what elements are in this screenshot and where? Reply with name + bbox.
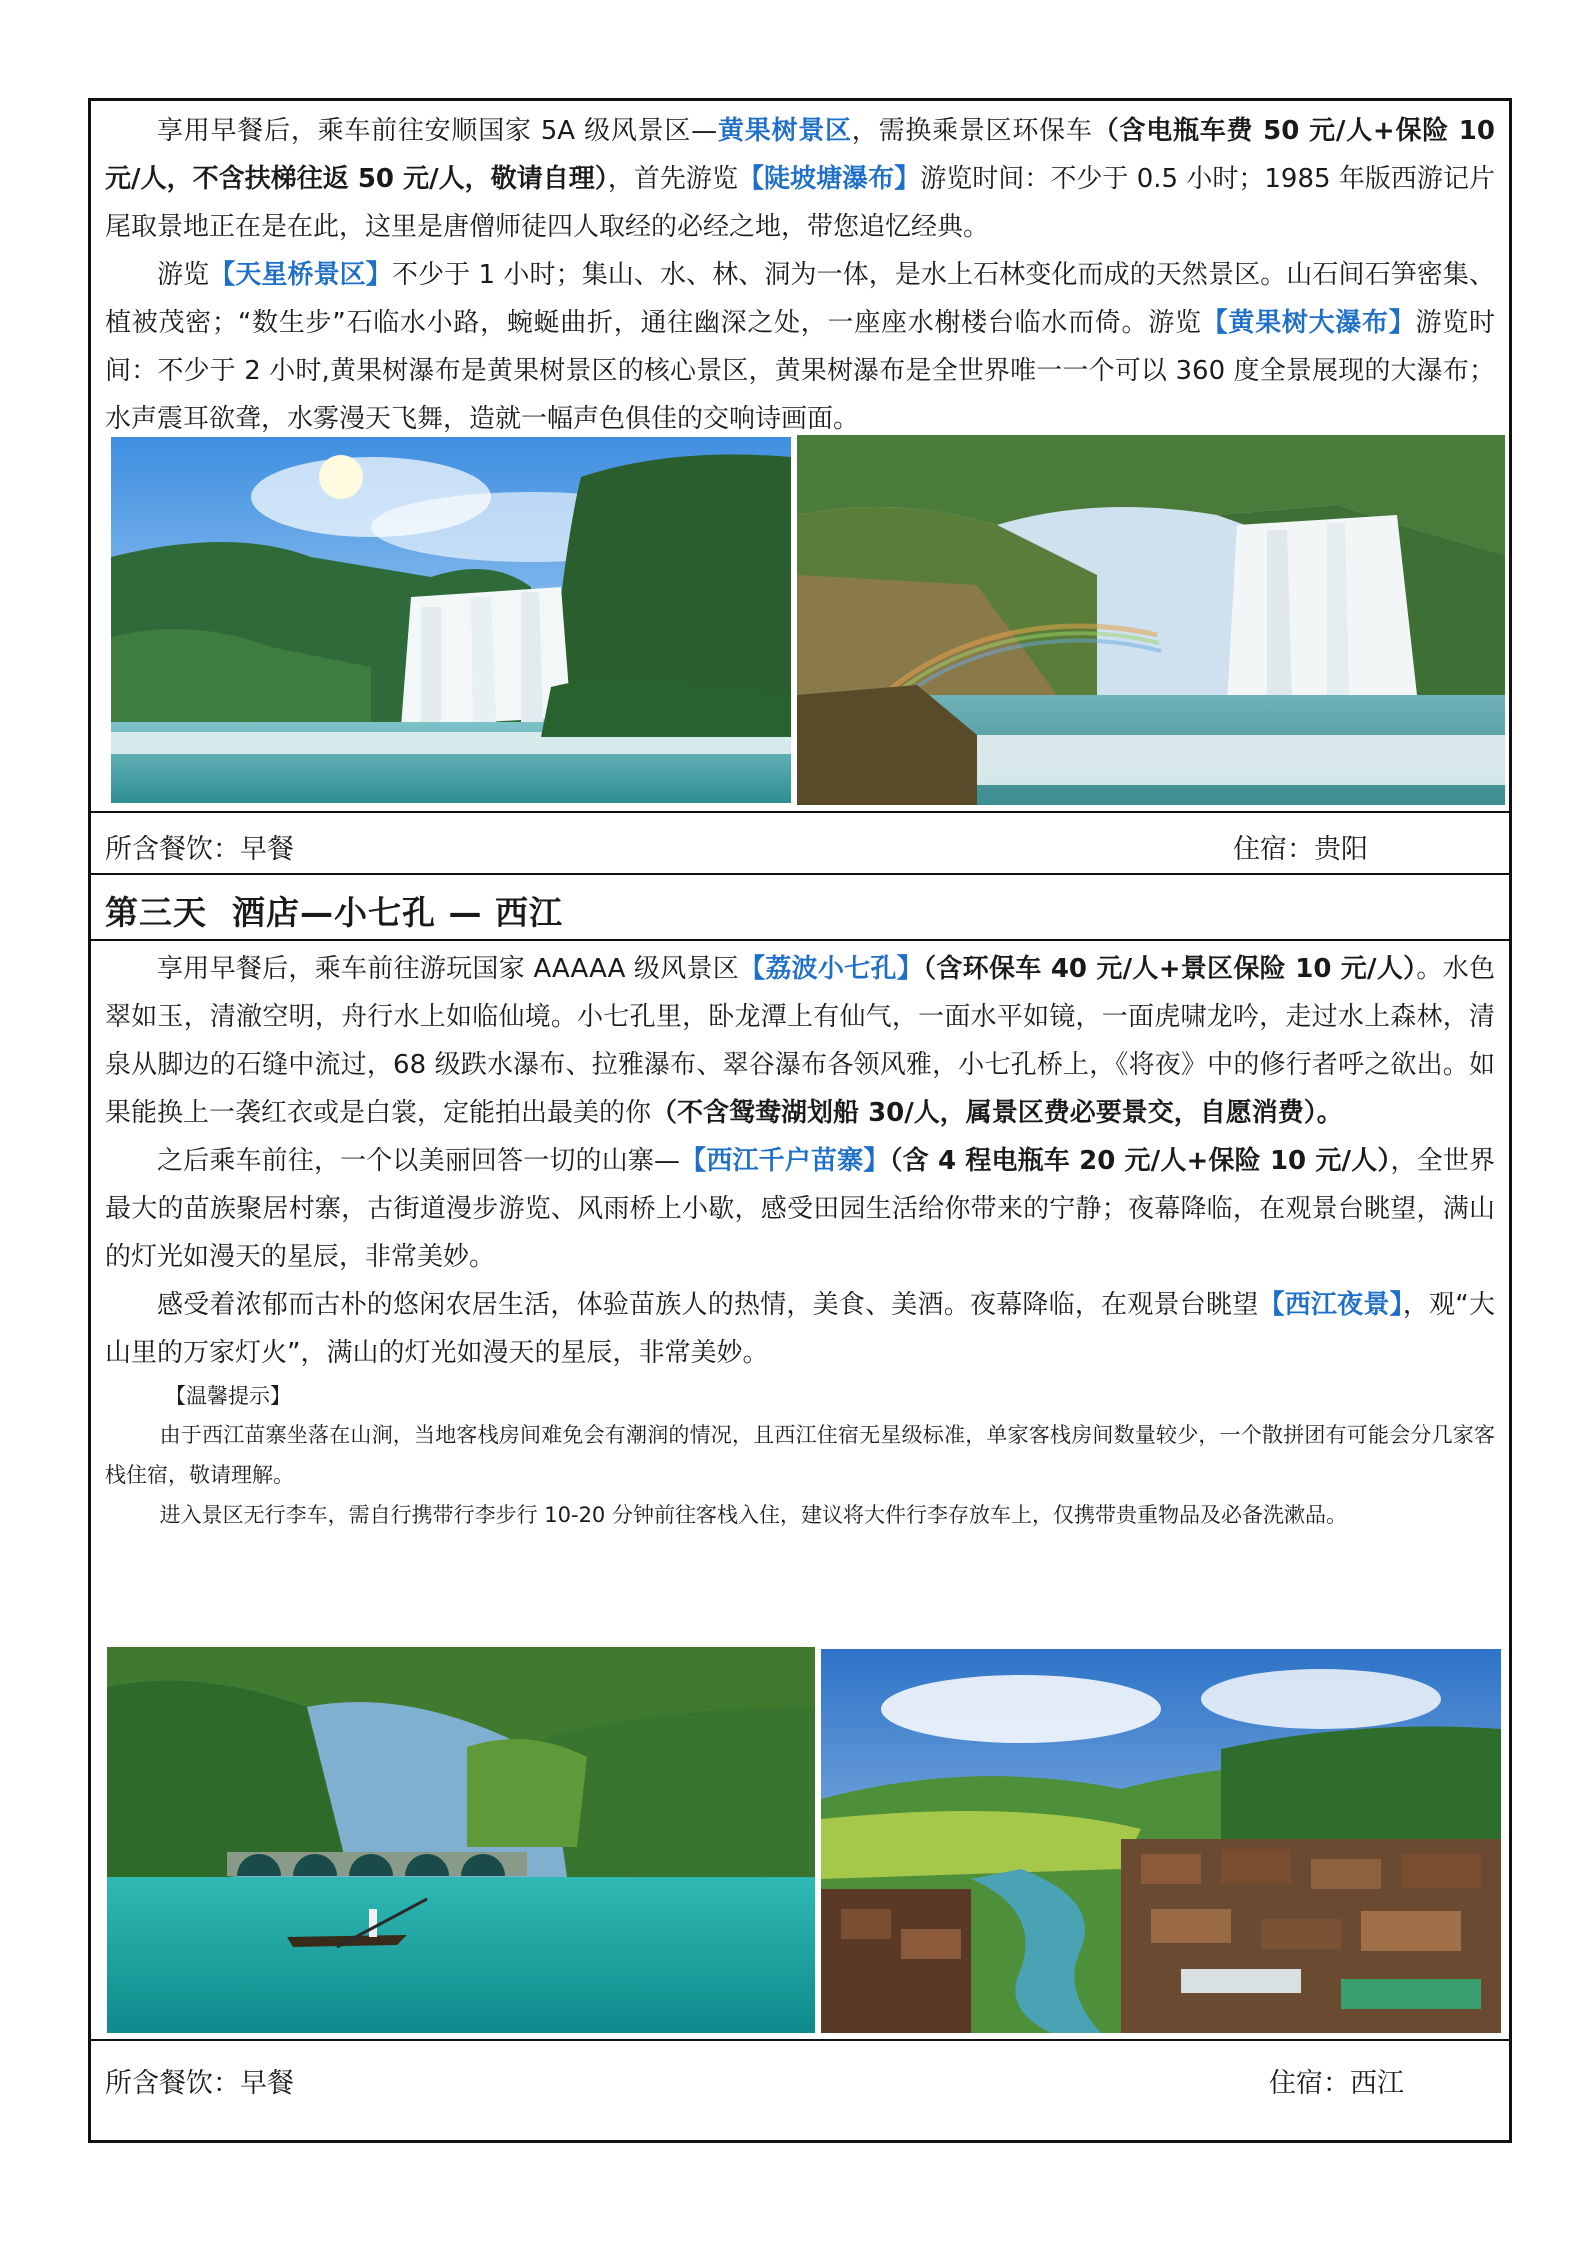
scenic-name-huangguoshu: 黄果树景区 xyxy=(717,116,852,146)
day3-lodging: 住宿：西江 xyxy=(1269,2068,1404,2099)
day3-meals: 所含餐饮：早餐 xyxy=(105,2068,294,2099)
fee-note: （含电瓶车费 50 元/人+保险 10 元/人，不含扶梯往返 50 元/人，敬请自理） xyxy=(105,116,1495,194)
day2-paragraph-1: 享用早餐后，乘车前往安顺国家 5A 级风景区—黄果树景区，需换乘景区环保车（含电瓶车费 50 元/人+保险 10 元/人，不含扶梯往返 50 元/人，敬请自理），首先游览【陡坡塘瀑布】游览时间：不少于 0.5 小时；1985 年版西游记片尾取景地正在是在此，这里是唐僧师徒四人取经的必经之地，带您追忆经典。 xyxy=(105,116,1495,242)
xijiang-village-photo xyxy=(821,1649,1501,2033)
scenic-name-great-waterfall: 【黄果树大瀑布】 xyxy=(1201,308,1416,338)
day3-footer xyxy=(91,2041,1509,2141)
tip-title: 【温馨提示】 xyxy=(165,1384,291,1408)
day2-paragraph-2: 游览【天星桥景区】不少于 1 小时；集山、水、林、洞为一体，是水上石林变化而成的天然景区。山石间石笋密集、植被茂密；“数生步”石临水小路，蜿蜒曲折，通往幽深之处，一座座水榭楼台临水而倚。游览【黄果树大瀑布】游览时间：不少于 2 小时,黄果树瀑布是黄果树景区的核心景区，黄果树瀑布是全世界唯一一个可以 360 度全景展现的大瀑布；水声震耳欲聋，水雾漫天飞舞，造就一幅声色俱佳的交响诗画面。 xyxy=(105,260,1495,434)
scenic-name-xiaoqikong: 【荔波小七孔】 xyxy=(739,954,924,984)
xiaoqikong-bridge-photo xyxy=(107,1647,815,2033)
day3-description xyxy=(91,945,1509,1535)
divider xyxy=(91,939,1509,941)
scenic-name-tianxingqiao: 【天星桥景区】 xyxy=(209,260,392,290)
scenic-name-xijiang-night: 【西江夜景】 xyxy=(1258,1290,1403,1320)
day2-lodging: 住宿：贵阳 xyxy=(1233,834,1368,865)
fee-note: （含 4 程电瓶车 20 元/人+保险 10 元/人） xyxy=(889,1146,1391,1176)
day2-footer xyxy=(91,813,1509,873)
day3-paragraph-2: 之后乘车前往，一个以美丽回答一切的山寨—【西江千户苗寨】（含 4 程电瓶车 20 元/人+保险 10 元/人），全世界最大的苗族聚居村寨，古街道漫步游览、风雨桥上小歇，感受田园生活给你带来的宁静；夜幕降临，在观景台眺望，满山的灯光如漫天的星辰，非常美妙。 xyxy=(105,1146,1495,1272)
itinerary-frame xyxy=(88,98,1512,2143)
waterfall-photo-left xyxy=(111,437,791,803)
tip-paragraph-1: 由于西江苗寨坐落在山涧，当地客栈房间难免会有潮润的情况，且西江住宿无星级标准，单家客栈房间数量较少，一个散拼团有可能会分几家客栈住宿，敬请理解。 xyxy=(105,1423,1495,1487)
fee-note: （含环保车 40 元/人+景区保险 10 元/人） xyxy=(923,954,1417,984)
day3-header xyxy=(91,875,1509,939)
optional-fee-note: （不含鸳鸯湖划船 30/人，属景区费必要景交，自愿消费）。 xyxy=(651,1098,1343,1128)
day3-title: 第三天 酒店—小七孔 — 西江 xyxy=(105,893,563,932)
day2-description xyxy=(91,107,1509,443)
day3-paragraph-1: 享用早餐后，乘车前往游玩国家 AAAAA 级风景区【荔波小七孔】（含环保车 40 元/人+景区保险 10 元/人）。水色翠如玉，清澈空明，舟行水上如临仙境。小七孔里，卧龙潭上有仙气，一面水平如镜，一面虎啸龙吟，走过水上森林，清泉从脚边的石缝中流过，68 级跌水瀑布、拉雅瀑布、翠谷瀑布各领风雅，小七孔桥上，《将夜》中的修行者呼之欲出。如果能换上一袭红衣或是白裳，定能拍出最美的你（不含鸳鸯湖划船 30/人，属景区费必要景交，自愿消费）。 xyxy=(105,954,1495,1128)
day3-paragraph-3: 感受着浓郁而古朴的悠闲农居生活，体验苗族人的热情，美食、美酒。夜幕降临，在观景台眺望【西江夜景】，观“大山里的万家灯火”，满山的灯光如漫天的星辰，非常美妙。 xyxy=(105,1290,1495,1368)
day2-meals: 所含餐饮：早餐 xyxy=(105,834,294,865)
tip-paragraph-2: 进入景区无行李车，需自行携带行李步行 10-20 分钟前往客栈入住，建议将大件行李存放车上，仅携带贵重物品及必备洗漱品。 xyxy=(159,1503,1347,1527)
waterfall-photo-right xyxy=(797,435,1505,805)
scenic-name-doupotang: 【陡坡塘瀑布】 xyxy=(737,164,921,194)
scenic-name-xijiang: 【西江千户苗寨】 xyxy=(680,1146,890,1176)
